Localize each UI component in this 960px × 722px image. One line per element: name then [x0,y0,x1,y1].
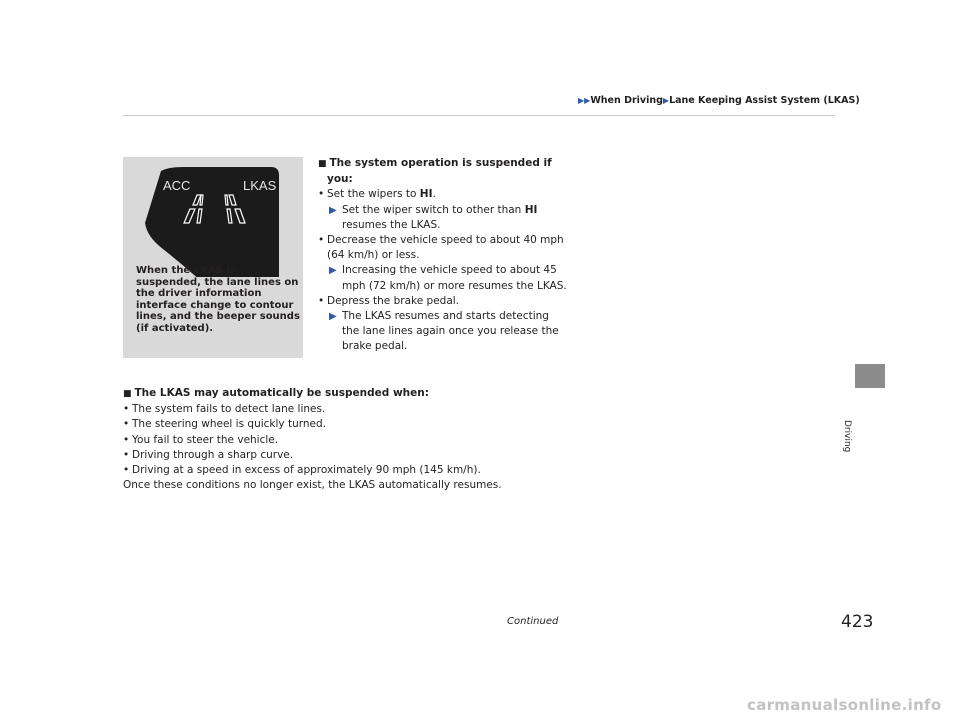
list-item: • Depress the brake pedal. [318,294,568,309]
section-heading: ■ The system operation is suspended if [318,157,552,169]
section-heading-cont: you: [327,173,353,186]
list-item: • The system fails to detect lane lines. [123,402,823,417]
section-tab [855,364,885,388]
lkas-label: LKAS [243,178,277,193]
continued-label: Continued [507,616,559,627]
arrow-icon: ▶ [329,204,337,216]
list-item: • Set the wipers to HI. [318,187,568,202]
arrow-icon: ▶ [329,265,337,277]
section-heading: ■ The LKAS may automatically be suspended when: [123,387,429,399]
list-item: • The steering wheel is quickly turned. [123,417,823,432]
suspended-section [318,156,568,355]
sub-note: ▶ The LKAS resumes and starts detecting the lane lines again once you release the brake pedal. [329,310,559,353]
acc-label: ACC [163,178,191,193]
closing-text: Once these conditions no longer exist, the LKAS automatically resumes. [123,479,502,492]
square-bullet-icon: ■ [318,159,327,169]
square-bullet-icon: ■ [123,389,132,399]
page-number: 423 [841,612,874,632]
list-item: • Driving at a speed in excess of approximately 90 mph (145 km/h). [123,463,823,478]
section-side-label: Driving [842,420,852,453]
breadcrumb-item-when-driving: When Driving [590,95,663,106]
list-item: • You fail to steer the vehicle. [123,433,823,448]
watermark: carmanualsonline.info [747,696,942,714]
header-rule [123,115,835,116]
breadcrumb-arrow-icon: ▶▶ [578,96,591,105]
breadcrumb-arrow-icon: ▶ [662,96,670,105]
breadcrumb-item-lkas: Lane Keeping Assist System (LKAS) [669,95,860,106]
breadcrumb [578,95,860,106]
sub-note: ▶ Set the wiper switch to other than HI resumes the LKAS. [329,203,538,231]
list-item: • Decrease the vehicle speed to about 40 mph (64 km/h) or less. [318,233,568,263]
lkas-display-illustration [123,157,303,277]
auto-suspend-section [123,386,823,493]
list-item: • Driving through a sharp curve. [123,448,823,463]
figure-caption: When the LKAS is suspended, the lane lines on the driver information interface change to contour lines, and the beeper sounds (if activated). [136,265,300,334]
arrow-icon: ▶ [329,311,337,323]
sub-note: ▶ Increasing the vehicle speed to about 45 mph (72 km/h) or more resumes the LKAS. [329,264,567,292]
